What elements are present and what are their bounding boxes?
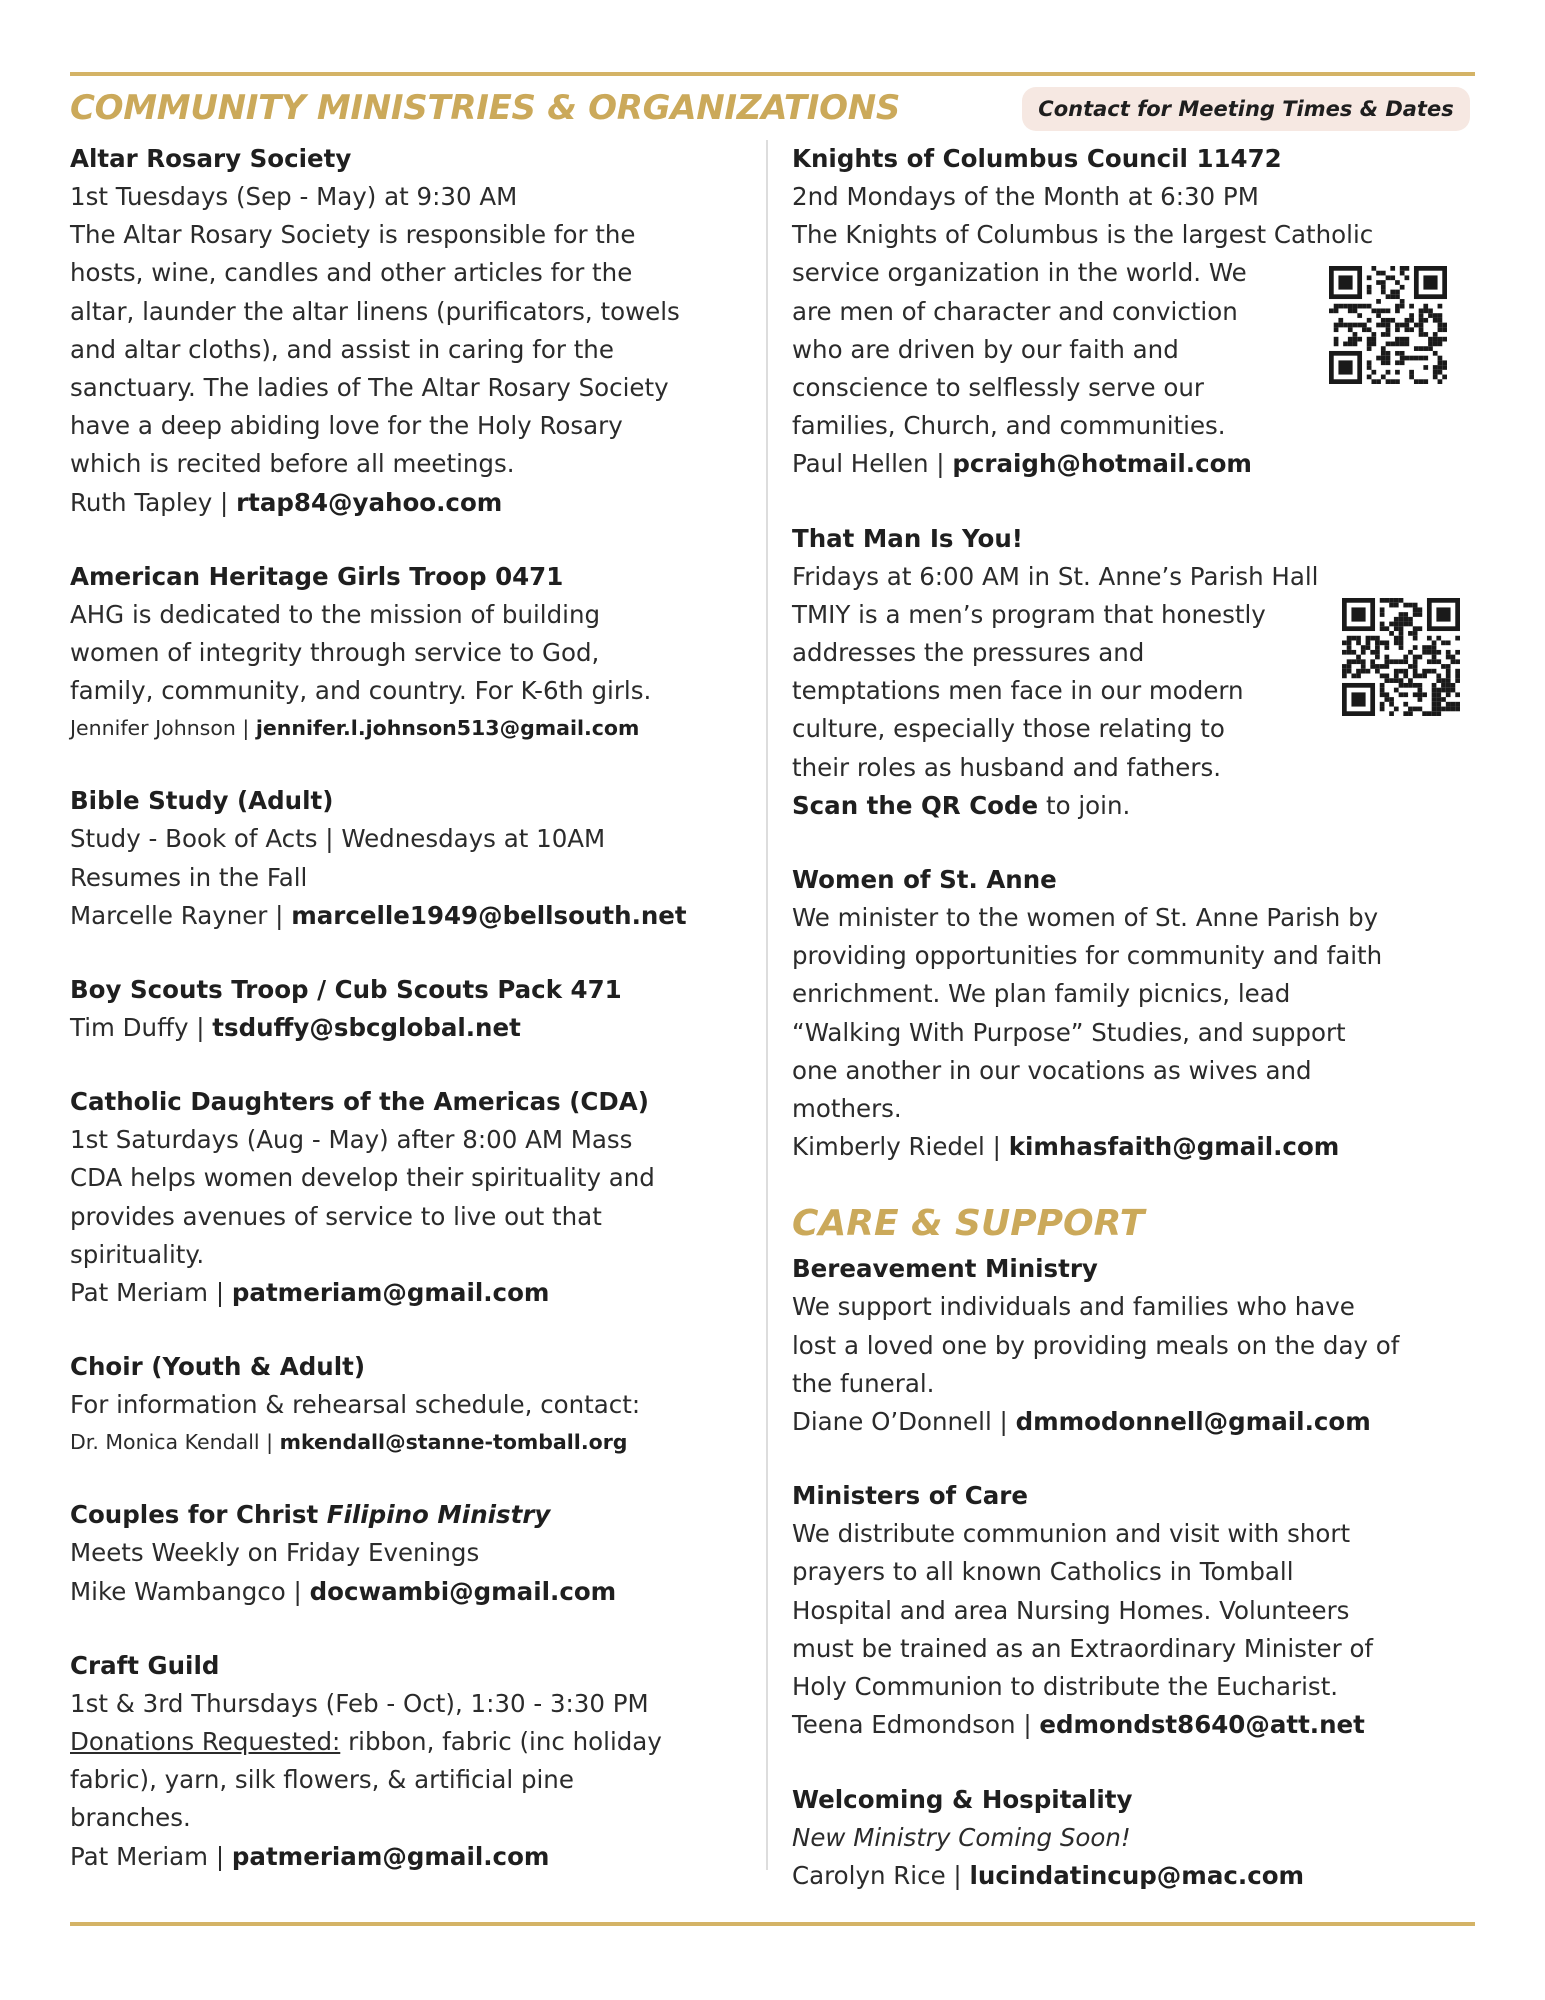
contact-email[interactable]: edmondst8640@att.net — [1039, 1710, 1365, 1740]
org-line: prayers to all known Catholics in Tomball — [792, 1557, 1294, 1587]
org-line: mothers. — [792, 1094, 902, 1124]
org-contact — [792, 445, 1482, 483]
left-column — [70, 140, 760, 1912]
org-title: That Man Is You! — [792, 523, 1023, 553]
org-title-main: Couples for Christ — [70, 1500, 327, 1530]
contact-name: Dr. Monica Kendall | — [70, 1430, 280, 1455]
org-contact — [70, 1838, 760, 1876]
org-line: The Knights of Columbus is the largest Catholic — [792, 220, 1374, 250]
org-ministers-of-care — [792, 1477, 1482, 1744]
org-line: must be trained as an Extraordinary Minister of — [792, 1633, 1374, 1663]
org-title: Welcoming & Hospitality — [792, 1784, 1133, 1814]
org-line: lost a loved one by providing meals on the day of — [792, 1330, 1400, 1360]
org-line: Holy Communion to distribute the Eucharist. — [792, 1672, 1339, 1702]
org-couples-for-christ — [70, 1496, 760, 1610]
donations-label: Donations Requested: — [70, 1727, 341, 1757]
org-line: spirituality. — [70, 1239, 205, 1269]
org-line: altar, launder the altar linens (purificators, towels — [70, 296, 680, 326]
contact-name: Carolyn Rice | — [792, 1860, 970, 1890]
org-choir — [70, 1348, 760, 1460]
org-line: Fridays at 6:00 AM in St. Anne’s Parish Hall — [792, 561, 1319, 591]
org-line: Study - Book of Acts | Wednesdays at 10AM — [70, 824, 606, 854]
org-craft-guild — [70, 1647, 760, 1876]
qr-code-icon[interactable] — [1329, 266, 1447, 384]
contact-badge: Contact for Meeting Times & Dates — [1022, 87, 1470, 131]
org-contact — [70, 1573, 760, 1611]
contact-email[interactable]: kimhasfaith@gmail.com — [1008, 1132, 1340, 1162]
scan-instruction — [792, 787, 1482, 825]
org-line: hosts, wine, candles and other articles for the — [70, 258, 633, 288]
org-line: one another in our vocations as wives and — [792, 1055, 1312, 1085]
contact-email[interactable]: rtap84@yahoo.com — [236, 487, 503, 517]
org-line: TMIY is a men’s program that honestly — [792, 599, 1266, 629]
contact-email[interactable]: patmeriam@gmail.com — [231, 1278, 550, 1308]
org-title: Bereavement Ministry — [792, 1254, 1098, 1284]
org-line: “Walking With Purpose” Studies, and support — [792, 1017, 1346, 1047]
contact-email[interactable]: tsduffy@sbcglobal.net — [212, 1013, 521, 1043]
org-line: families, Church, and communities. — [792, 411, 1226, 441]
contact-email[interactable]: marcelle1949@bellsouth.net — [291, 900, 687, 930]
contact-email[interactable]: dmmodonnell@gmail.com — [1015, 1407, 1371, 1437]
scan-bold: Scan the QR Code — [792, 790, 1039, 820]
org-line: the funeral. — [792, 1368, 935, 1398]
contact-name: Paul Hellen | — [792, 449, 953, 479]
org-title — [70, 1496, 760, 1534]
org-line: 2nd Mondays of the Month at 6:30 PM — [792, 182, 1259, 211]
contact-email[interactable]: mkendall@stanne-tomball.org — [279, 1430, 628, 1455]
org-women-of-st-anne — [792, 861, 1482, 1166]
page-title: COMMUNITY MINISTRIES & ORGANIZATIONS — [70, 88, 901, 128]
org-line: enrichment. We plan family picnics, lead — [792, 979, 1291, 1009]
org-line: conscience to selflessly serve our — [792, 373, 1204, 403]
org-title-italic: Filipino Ministry — [326, 1500, 551, 1530]
org-contact — [70, 484, 760, 522]
org-line: branches. — [70, 1803, 191, 1833]
qr-code-graphic — [1342, 598, 1460, 716]
org-line: culture, especially those relating to — [792, 714, 1225, 744]
org-contact — [70, 1274, 760, 1312]
org-contact — [792, 1706, 1482, 1744]
org-line: For information & rehearsal schedule, contact: — [70, 1390, 641, 1420]
org-title: Craft Guild — [70, 1650, 220, 1680]
org-title: American Heritage Girls Troop 0471 — [70, 561, 564, 591]
org-title: Knights of Columbus Council 11472 — [792, 144, 1282, 173]
scan-rest: to join. — [1038, 790, 1131, 820]
org-contact — [70, 710, 760, 746]
org-line: 1st Saturdays (Aug - May) after 8:00 AM Mass — [70, 1125, 633, 1155]
contact-name: Ruth Tapley | — [70, 487, 237, 517]
org-altar-rosary — [70, 140, 760, 522]
contact-name: Teena Edmondson | — [792, 1710, 1040, 1740]
column-divider — [766, 140, 768, 1870]
org-line: family, community, and country. For K-6th girls. — [70, 676, 652, 706]
org-line: temptations men face in our modern — [792, 676, 1244, 706]
org-line: provides avenues of service to live out that — [70, 1201, 602, 1231]
org-line: providing opportunities for community and faith — [792, 941, 1383, 971]
org-knights-of-columbus — [792, 140, 1482, 484]
org-title: Altar Rosary Society — [70, 144, 352, 173]
org-line: their roles as husband and fathers. — [792, 752, 1222, 782]
org-line: Meets Weekly on Friday Evenings — [70, 1538, 480, 1568]
org-ahg — [70, 558, 760, 747]
org-bereavement — [792, 1250, 1482, 1441]
contact-name: Pat Meriam | — [70, 1278, 232, 1308]
org-contact — [70, 1009, 760, 1047]
org-cda — [70, 1083, 760, 1312]
care-support-heading: CARE & SUPPORT — [792, 1203, 1145, 1245]
right-column — [792, 140, 1482, 1931]
contact-name: Jennifer Johnson | — [70, 716, 256, 741]
org-note: New Ministry Coming Soon! — [792, 1822, 1131, 1852]
org-title: Ministers of Care — [792, 1481, 1028, 1511]
org-line: addresses the pressures and — [792, 638, 1145, 668]
org-line: CDA helps women develop their spirituality and — [70, 1163, 655, 1193]
contact-email[interactable]: jennifer.l.johnson513@gmail.com — [255, 716, 640, 741]
contact-email[interactable]: pcraigh@hotmail.com — [952, 449, 1252, 479]
org-line: We distribute communion and visit with short — [792, 1519, 1351, 1549]
bottom-rule — [70, 1922, 1475, 1926]
contact-name: Pat Meriam | — [70, 1841, 232, 1871]
contact-name: Kimberly Riedel | — [792, 1132, 1009, 1162]
contact-name: Marcelle Rayner | — [70, 900, 292, 930]
org-line: Resumes in the Fall — [70, 862, 308, 892]
org-line: AHG is dedicated to the mission of building — [70, 599, 601, 629]
org-line: Hospital and area Nursing Homes. Volunteers — [792, 1595, 1350, 1625]
org-contact — [792, 1128, 1482, 1166]
contact-email[interactable]: patmeriam@gmail.com — [231, 1841, 550, 1871]
org-line: women of integrity through service to God, — [70, 638, 600, 668]
org-title: Choir (Youth & Adult) — [70, 1352, 366, 1382]
org-line: are men of character and conviction — [792, 296, 1238, 326]
contact-name: Diane O’Donnell | — [792, 1407, 1016, 1437]
org-title: Bible Study (Adult) — [70, 786, 334, 816]
org-that-man-is-you — [792, 520, 1482, 825]
org-welcoming-hospitality — [792, 1781, 1482, 1895]
org-line: which is recited before all meetings. — [70, 449, 515, 479]
org-line: who are driven by our faith and — [792, 334, 1179, 364]
org-title: Women of St. Anne — [792, 865, 1057, 895]
org-contact — [70, 1424, 760, 1460]
org-line: and altar cloths), and assist in caring for the — [70, 334, 614, 364]
qr-code-icon[interactable] — [1342, 598, 1460, 716]
top-rule — [70, 72, 1475, 76]
org-line: have a deep abiding love for the Holy Rosary — [70, 411, 623, 441]
donations-text: ribbon, fabric (inc holiday — [340, 1727, 662, 1757]
contact-name: Mike Wambangco | — [70, 1576, 310, 1606]
contact-email[interactable]: docwambi@gmail.com — [309, 1576, 617, 1606]
org-contact — [70, 897, 760, 935]
org-contact — [792, 1857, 1482, 1895]
org-title: Boy Scouts Troop / Cub Scouts Pack 471 — [70, 975, 622, 1005]
contact-email[interactable]: lucindatincup@mac.com — [969, 1860, 1305, 1890]
org-line — [70, 1723, 760, 1761]
qr-code-graphic — [1329, 266, 1447, 384]
org-line: sanctuary. The ladies of The Altar Rosary Society — [70, 373, 669, 403]
org-scouts — [70, 971, 760, 1047]
org-line: We support individuals and families who have — [792, 1292, 1355, 1322]
org-line: 1st Tuesdays (Sep - May) at 9:30 AM — [70, 182, 518, 211]
contact-name: Tim Duffy | — [70, 1013, 213, 1043]
org-contact — [792, 1403, 1482, 1441]
org-title: Catholic Daughters of the Americas (CDA) — [70, 1087, 649, 1117]
org-bible-study — [70, 782, 760, 935]
org-line: service organization in the world. We — [792, 258, 1247, 288]
org-line: We minister to the women of St. Anne Parish by — [792, 903, 1379, 933]
org-line: The Altar Rosary Society is responsible for the — [70, 220, 636, 250]
org-line: 1st & 3rd Thursdays (Feb - Oct), 1:30 - 3:30 PM — [70, 1688, 649, 1718]
org-line: fabric), yarn, silk flowers, & artificial pine — [70, 1765, 574, 1795]
